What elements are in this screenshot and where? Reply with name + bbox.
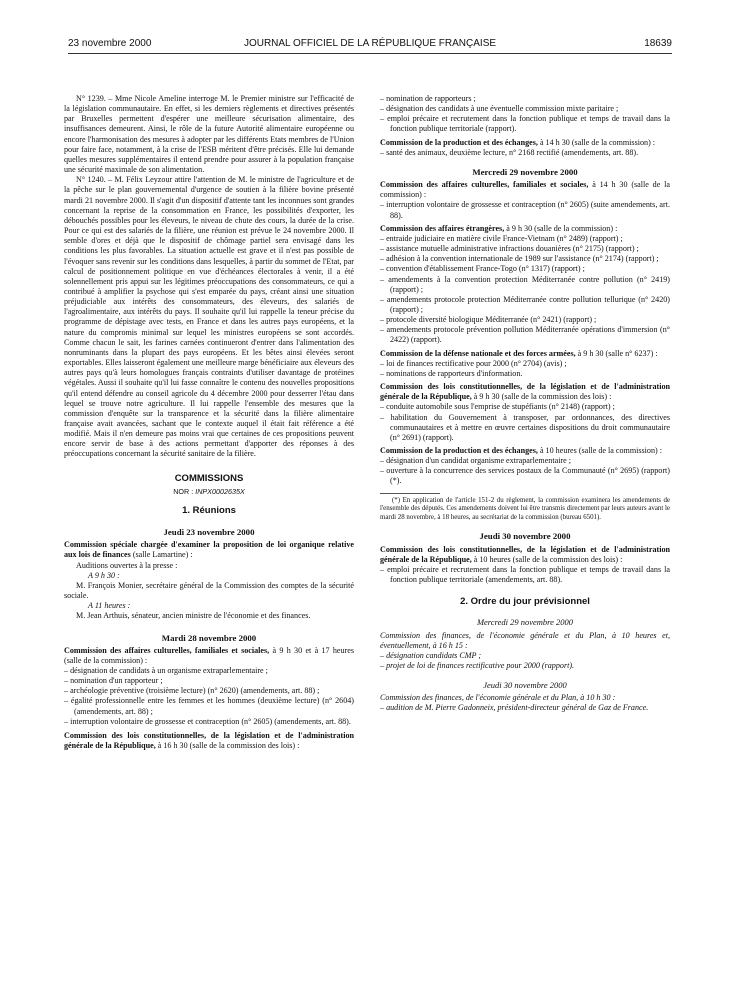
commissions-heading: COMMISSIONS (174, 472, 244, 484)
day-heading-jeudi-30: Jeudi 30 novembre 2000 (479, 531, 571, 542)
commission-finances: Commission des finances, de l'économie générale et du Plan, à 10 heures et, éventuellement, à 16 h 15 : (380, 630, 670, 650)
commission-affaires-etrangeres: Commission des affaires étrangères, à 9 h 30 (salle de la commission) : (380, 223, 618, 233)
agenda-list (380, 359, 670, 379)
agenda-item: – convention d'établissement France-Togo (n° 1317) (rapport) ; (380, 264, 585, 274)
commission-defense: Commission de la défense nationale et des forces armées, à 9 h 30 (salle n° 6237) : (380, 348, 658, 358)
agenda-list (380, 565, 670, 585)
header-page-number: 18639 (644, 38, 672, 49)
agenda-item: – nomination de rapporteurs ; (380, 94, 476, 103)
agenda-list (380, 703, 670, 713)
agenda-list (380, 651, 670, 671)
agenda-item: – désignation de candidats à un organisme extraparlementaire ; (64, 665, 268, 675)
day-heading-mercredi-29-previsionnel: Mercredi 29 novembre 2000 (476, 617, 574, 628)
header-rule (68, 53, 672, 54)
agenda-item: – désignation candidats CMP ; (380, 650, 482, 660)
commission-lois: Commission des lois constitutionnelles, de la législation et de l'administration générale de la République, à 16 h 30 (salle de la commission des lois) : (64, 730, 354, 751)
agenda-item: – loi de finances rectificative pour 2000 (n° 2704) (avis) ; (380, 358, 567, 368)
day-heading-jeudi-30-previsionnel: Jeudi 30 novembre 2000 (483, 680, 567, 691)
agenda-list (64, 666, 354, 727)
agenda-item: – interruption volontaire de grossesse et contraception (n° 2605) (amendements, art. 88). (64, 716, 351, 726)
commission-lois: Commission des lois constitutionnelles, de la législation et de l'administration générale de la République, à 9 h 30 (salle de la commission des lois) : (380, 382, 670, 402)
day-heading-jeudi-23: Jeudi 23 novembre 2000 (163, 527, 255, 538)
time-11h: A 11 heures : (88, 601, 131, 611)
agenda-item: – protocole diversité biologique Méditerranée (n° 2421) (rapport) ; (380, 315, 597, 325)
commission-lois: Commission des lois constitutionnelles, de la législation et de l'administration générale de la République, à 10 heures (salle de la commission des lois) : (380, 544, 670, 564)
audition-arthuis: M. Jean Arthuis, sénateur, ancien ministre de l'économie et des finances. (76, 611, 311, 621)
right-column (380, 94, 670, 714)
agenda-list (380, 94, 670, 135)
agenda-item: – amendements protocole protection Méditerranée contre pollution tellurique (n° 2420) (rapport) ; (380, 294, 670, 314)
audition-monier: M. François Monier, secrétaire général de la Commission des comptes de la sécurité sociale. (64, 580, 354, 601)
commission-production: Commission de la production et des échanges, à 10 heures (salle de la commission) : (380, 446, 662, 455)
agenda-list (380, 234, 670, 346)
agenda-item: – amendements protocole prévention pollution Méditerranée opérations d'immersion (n° 2422) (rapport). (380, 325, 670, 345)
agenda-item: – conduite automobile sous l'emprise de stupéfiants (n° 2148) (rapport) ; (380, 402, 615, 412)
nor-reference: NOR : INPX0002635X (173, 486, 245, 496)
agenda-item: – ouverture à la concurrence des services postaux de la Communauté (n° 2695) (rapport) (*). (380, 466, 670, 486)
agenda-item: – nomination d'un rapporteur ; (64, 676, 163, 686)
agenda-item: – adhésion à la convention internationale de 1989 sur l'assistance (n° 2174) (rapport) ; (380, 254, 659, 264)
agenda-list (380, 148, 670, 158)
agenda-item: – désignation des candidats à une éventuelle commission mixte paritaire ; (380, 104, 619, 114)
time-9h30: A 9 h 30 : (88, 570, 120, 580)
left-column (64, 94, 354, 751)
agenda-item: – emploi précaire et recrutement dans la fonction publique et temps de travail dans la fonction publique territoriale (rapport). (380, 114, 670, 134)
agenda-item: – assistance mutuelle administrative infractions douanières (n° 2175) (rapport) ; (380, 244, 639, 254)
auditions-note: Auditions ouvertes à la presse : (76, 560, 178, 570)
agenda-item: – emploi précaire et recrutement dans la fonction publique et temps de travail dans la fonction publique territoriale (amendements, art. 88). (380, 564, 670, 585)
agenda-list (380, 200, 670, 220)
agenda-item: – entraide judiciaire en matière civile France-Vietnam (n° 2489) (rapport) ; (380, 233, 623, 243)
agenda-list (380, 456, 670, 486)
agenda-item: – audition de M. Pierre Gadonneix, président-directeur général de Gaz de France. (380, 703, 649, 713)
agenda-list (380, 402, 670, 443)
agenda-item: – projet de loi de finances rectificative pour 2000 (rapport). (380, 660, 575, 670)
commission-speciale: Commission spéciale chargée d'examiner la proposition de loi organique relative aux lois de finances (salle Lamartine) : (64, 540, 354, 560)
footnote: (*) En application de l'article 151-2 du règlement, la commission examinera les amendements de l'ensemble des députés. Ces amendements doivent lui être transmis directement par leurs auteurs avant le mardi 28 novembre, à 18 heures, au secrétariat de la commission (bureau 6501). (380, 496, 670, 521)
agenda-item: – égalité professionnelle entre les femmes et les hommes (deuxième lecture) (n° 2604) (amendements, art. 88) ; (64, 696, 354, 716)
header-title: JOURNAL OFFICIEL DE LA RÉPUBLIQUE FRANÇAISE (243, 38, 497, 49)
agenda-item: – interruption volontaire de grossesse et contraception (n° 2605) (suite amendements, art. 88). (380, 200, 670, 220)
agenda-item: – archéologie préventive (troisième lecture) (n° 2620) (amendements, art. 88) ; (64, 686, 320, 696)
reunions-heading: 1. Réunions (182, 504, 236, 516)
day-heading-mardi-28: Mardi 28 novembre 2000 (161, 632, 257, 643)
ordre-du-jour-heading: 2. Ordre du jour prévisionnel (460, 596, 590, 608)
agenda-item: – désignation d'un candidat organisme extraparlementaire ; (380, 456, 571, 466)
question-1239: N° 1239. – Mme Nicole Ameline interroge M. le Premier ministre sur l'efficacité de la législation communautaire. En effet, si les derniers règlements et directives présentés par Bruxelles permettent d'espérer une meilleure sécurisation alimentaire, des insuffisances demeurent. Ainsi, le rôle de la future Autorité alimentaire européenne ou encore l'harmonisation des mesures à adopter par les différents Etats membres de l'Union pour faire face, notamment, à la crise de l'ESB méritent d'être précisés. Elle lui demande quelles mesures supplémentaires il entend prendre pour assurer à la population française une sécurité maximale de son alimentation. (64, 94, 354, 175)
agenda-item: – nominations de rapporteurs d'information. (380, 368, 523, 378)
commission-affaires-culturelles: Commission des affaires culturelles, familiales et sociales, à 14 h 30 (salle de la commission) : (380, 180, 670, 200)
agenda-item: – amendements à la convention protection Méditerranée contre pollution (n° 2419) (rapport) ; (380, 274, 670, 294)
day-heading-mercredi-29: Mercredi 29 novembre 2000 (472, 166, 578, 177)
commission-affaires-culturelles: Commission des affaires culturelles, familiales et sociales, à 9 h 30 et à 17 heures (salle de la commission) : (64, 645, 354, 665)
header-date: 23 novembre 2000 (68, 38, 152, 49)
agenda-item: – santé des animaux, deuxième lecture, n° 2168 rectifié (amendements, art. 88). (380, 147, 639, 157)
page-header (68, 38, 672, 52)
question-1240: N° 1240. – M. Félix Leyzour attire l'attention de M. le ministre de l'agriculture et de la pêche sur le plan gouvernemental d'urgence de soutien à la filière bovine présenté mardi 21 novembre 2000. Il s'agit d'un dispositif d'attente tant les inconnues sont grandes concernant la reprise de la consommation en France, les possibilités d'exporter, les débouchés possibles pour les éleveurs, le niveau de chute des cours, la durée de la crise. Pour ce qui est des salariés de la filière, une réunion est prévue le 24 novembre 2000. Il semble d'ores et déjà que le dispositif de chômage partiel sera envisagé dans les conditions les plus favorables. La situation actuelle est grave et il n'est pas possible de l'évoquer sans revenir sur les conditions dans lesquelles, à partir du sommet de l'Etat, par calcul de positionnement politique en vue d'échéances électorales à venir, il a été solennellement pris appui sur les légitimes préoccupations des consommateurs, ce qui a contribué à amplifier la psychose qui s'est emparée du pays, créant ainsi une situation préjudiciable aux intérêts des consommateurs, des éleveurs, des salariés de l'agroalimentaire, aux intérêts du pays. Il souhaite qu'il lui rappelle la teneur précise du programme de dépistage avec tests, en France et dans les autres pays européens, et la nature du compromis minimal sur lequel les ministres européens se sont accordés. Comme chacun le sait, les farines carnées continueront d'entrer dans l'alimentation des nonruminants dans la plupart des pays européens. Et les bêtes ainsi élevées seront exportables. Elles laisseront également une meilleure marge bénéficiaire aux éleveurs des autres pays qu'à leurs homologues français contraints d'utiliser davantage de protéines végétales. Aussi il souhaite qu'il lui fasse connaître le contenu des nouvelles propositions qu'il entend défendre au conseil agricole du 4 décembre 2000 pour desserrer l'étau dans lequel se trouve notre agriculture. Il lui rappelle l'ensemble des mesures que la commission d'enquête sur la transparence et la sécurité dans la filière alimentaire française avait avancées, sachant que le contexte auquel il était fait référence a été modifié. Mais il n'en demeure pas moins vrai que certaines de ces propositions peuvent encore servir de base à des actions permettant d'apporter des réponses à des préoccupations concernant la sécurité sanitaire de la filière. (64, 175, 354, 459)
commission-production: Commission de la production et des échanges, à 14 h 30 (salle de la commission) : (380, 137, 656, 147)
agenda-item: – habilitation du Gouvernement à transposer, par ordonnances, des directives communautaires et à mettre en œuvre certaines dispositions du droit communautaire (n° 2691) (rapport). (380, 412, 670, 442)
commission-finances: Commission des finances, de l'économie générale et du Plan, à 10 h 30 : (380, 693, 616, 703)
